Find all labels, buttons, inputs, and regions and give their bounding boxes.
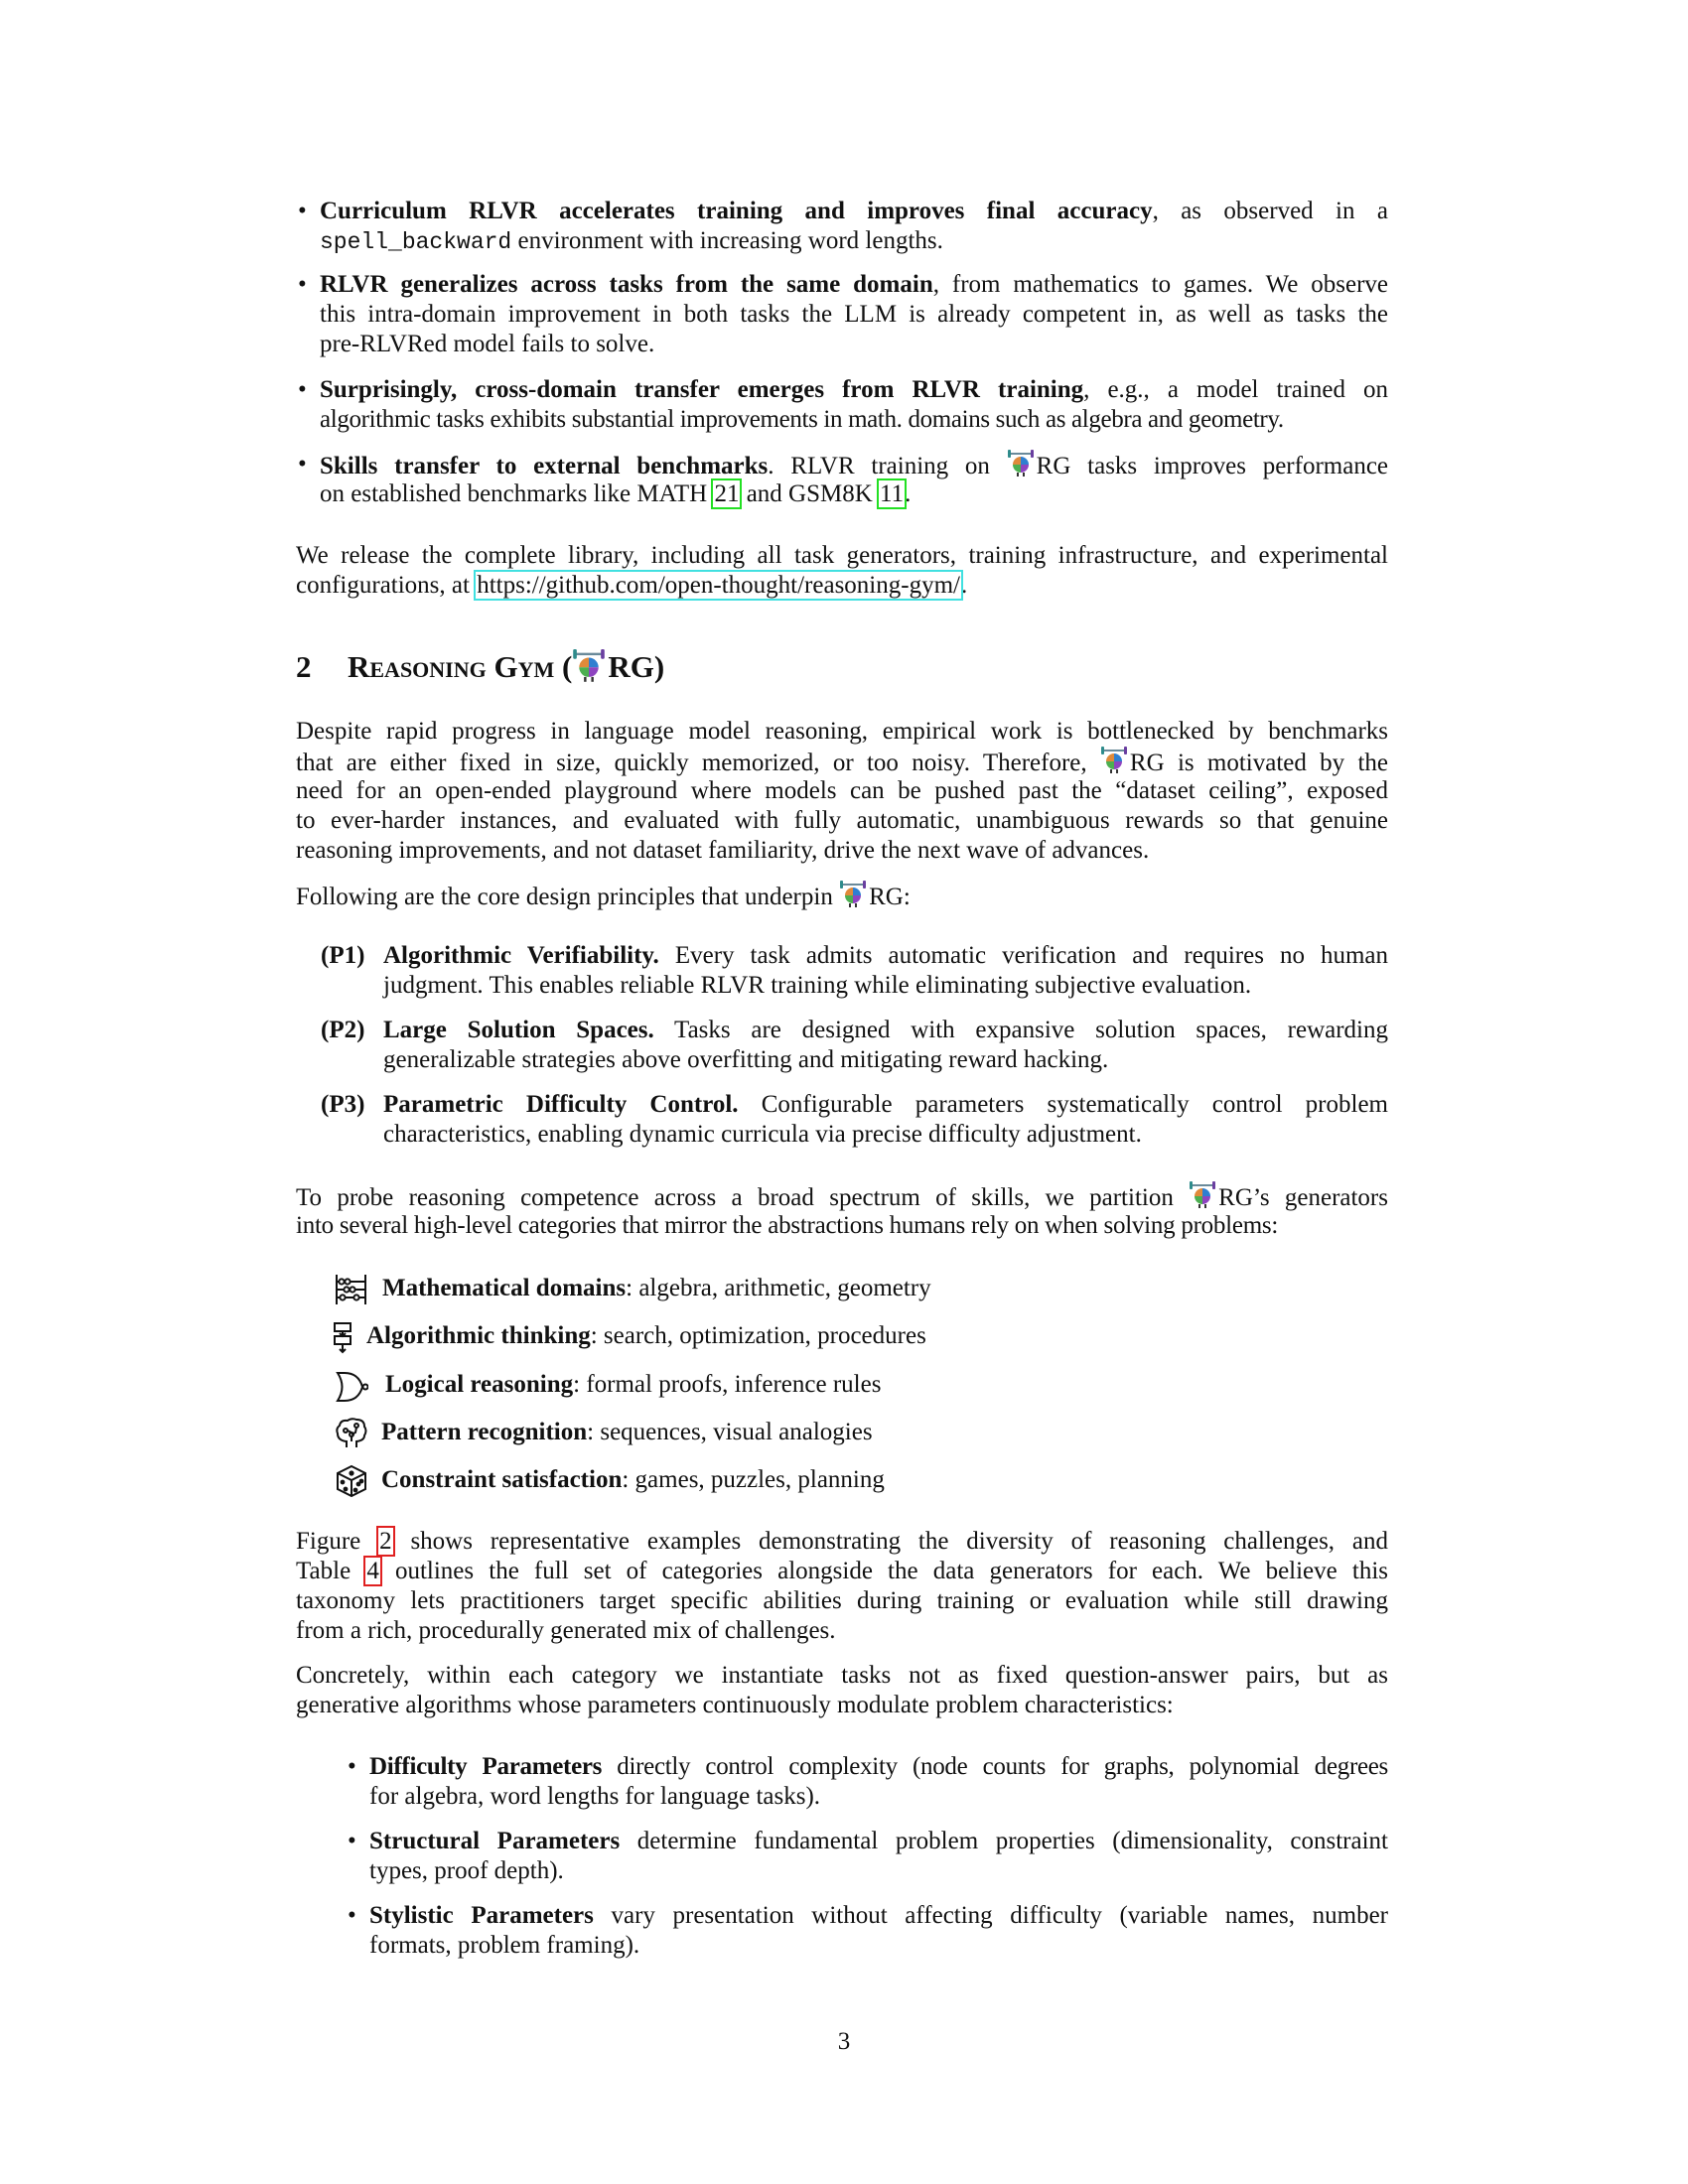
intro-bullet-1-line-1 bbox=[320, 197, 1388, 226]
principle-p1-line-2: judgment. This enables reliable RLVR training while eliminating subjective evaluation. bbox=[383, 972, 1252, 999]
bullet-bold-text: RLVR generalizes across tasks from the same domain bbox=[320, 271, 933, 298]
category-desc: : sequences, visual analogies bbox=[587, 1419, 873, 1445]
category-item-constraint bbox=[381, 1465, 885, 1495]
reasoning-gym-logo-icon bbox=[1101, 747, 1127, 774]
principle-text: Configurable parameters systematically control problem bbox=[738, 1091, 1388, 1118]
motivation-text: that are either fixed in size, quickly memorized, or too noisy. Therefore, bbox=[296, 750, 1100, 776]
principles-intro-text: RG: bbox=[869, 884, 911, 910]
bullet-dot: • bbox=[298, 376, 307, 403]
figure-para-line-1 bbox=[296, 1527, 1388, 1557]
reasoning-gym-logo-icon bbox=[1190, 1181, 1215, 1209]
partition-text: To probe reasoning competence across a broad spectrum of skills, we partition bbox=[296, 1184, 1190, 1211]
principle-title: Parametric Difficulty Control. bbox=[383, 1091, 739, 1118]
partition-line-1 bbox=[296, 1181, 1388, 1213]
intro-bullet-2-line-2: this intra-domain improvement in both tasks the LLM is already competent in, as well as tasks the bbox=[320, 301, 1388, 328]
principle-p1-line-1 bbox=[383, 941, 1388, 971]
param-bullet-structural-line-2: types, proof depth). bbox=[369, 1857, 564, 1884]
motivation-line-5: reasoning improvements, and not dataset familiarity, drive the next wave of advances. bbox=[296, 837, 1150, 864]
category-name: Algorithmic thinking bbox=[366, 1322, 591, 1349]
principle-title: Algorithmic Verifiability. bbox=[383, 942, 659, 969]
category-desc: : games, puzzles, planning bbox=[622, 1466, 885, 1493]
motivation-line-4: to ever-harder instances, and evaluated with fully automatic, unambiguous rewards so that genuine bbox=[296, 807, 1388, 834]
abacus-icon bbox=[335, 1273, 368, 1306]
reasoning-gym-logo-icon bbox=[840, 881, 866, 908]
param-bullet-difficulty-line-2: for algebra, word lengths for language tasks). bbox=[369, 1783, 821, 1810]
bullet-dot: • bbox=[298, 451, 307, 478]
principle-label-p1: (P1) bbox=[321, 942, 365, 969]
param-text: directly control complexity (node counts for graphs, polynomial degrees bbox=[602, 1753, 1388, 1780]
bullet-text: on established benchmarks like MATH bbox=[320, 480, 714, 507]
category-desc: : algebra, arithmetic, geometry bbox=[626, 1275, 931, 1301]
figure-2-ref-link[interactable]: 2 bbox=[379, 1528, 392, 1555]
logic-gate-icon bbox=[335, 1370, 368, 1404]
principle-label bbox=[321, 1090, 364, 1120]
section-number: 2 bbox=[296, 649, 312, 684]
principle-label bbox=[321, 1016, 364, 1045]
bullet-dot: • bbox=[348, 1828, 356, 1854]
category-item-pattern bbox=[381, 1418, 873, 1447]
figure-para-text: shows representative examples demonstrating the diversity of reasoning challenges, and bbox=[392, 1528, 1388, 1555]
table-4-ref-link[interactable]: 4 bbox=[366, 1558, 379, 1584]
reasoning-gym-logo-icon bbox=[1008, 450, 1034, 478]
principle-label-p3: (P3) bbox=[321, 1091, 365, 1118]
param-bullet-stylistic-line-2: formats, problem framing). bbox=[369, 1932, 640, 1959]
dice-icon bbox=[335, 1464, 368, 1498]
category-name: Pattern recognition bbox=[381, 1419, 588, 1445]
bullet-bold-text: Skills transfer to external benchmarks bbox=[320, 453, 769, 479]
category-item-logical bbox=[385, 1370, 881, 1400]
category-desc: : formal proofs, inference rules bbox=[573, 1371, 882, 1398]
principle-label bbox=[321, 941, 364, 971]
bullet-text: environment with increasing word lengths. bbox=[511, 227, 943, 254]
principle-p2-line-2: generalizable strategies above overfitting and mitigating reward hacking. bbox=[383, 1046, 1109, 1073]
release-line-1: We release the complete library, including all task generators, training infrastructure, and experimental bbox=[296, 542, 1388, 569]
citation-link-math[interactable]: 21 bbox=[714, 480, 740, 507]
code-spell-backward: spell_backward bbox=[320, 229, 512, 255]
figure-para-line-3: taxonomy lets practitioners target specific abilities during training or evaluation while still drawing bbox=[296, 1587, 1388, 1614]
flowchart-icon bbox=[331, 1321, 356, 1355]
principle-title: Large Solution Spaces. bbox=[383, 1017, 654, 1043]
partition-line-2: into several high-level categories that mirror the abstractions humans rely on when solving problems: bbox=[296, 1212, 1279, 1239]
release-line-2 bbox=[296, 571, 967, 601]
section-heading bbox=[296, 647, 664, 687]
intro-bullet-3-line-1 bbox=[320, 375, 1388, 405]
bullet-text: RG tasks improves performance bbox=[1036, 453, 1389, 479]
intro-bullet-2-line-3: pre-RLVRed model fails to solve. bbox=[320, 331, 655, 357]
reasoning-gym-logo-icon bbox=[573, 649, 605, 683]
principle-text: Tasks are designed with expansive solution spaces, rewarding bbox=[653, 1017, 1389, 1043]
bullet-dot: • bbox=[348, 1753, 356, 1780]
figure-para-text: Table bbox=[296, 1558, 366, 1584]
release-text: . bbox=[960, 572, 968, 599]
figure-para-line-2 bbox=[296, 1557, 1388, 1586]
release-text: configurations, at bbox=[296, 572, 477, 599]
section-title: RG) bbox=[608, 649, 665, 684]
citation-link-gsm8k[interactable]: 11 bbox=[880, 480, 905, 507]
motivation-line-3: need for an open-ended playground where models can be pushed past the “dataset ceiling”, exposed bbox=[296, 777, 1388, 804]
category-name: Logical reasoning bbox=[385, 1371, 574, 1398]
github-repo-link[interactable]: https://github.com/open-thought/reasoning-gym/ bbox=[477, 572, 960, 599]
bullet-dot: • bbox=[348, 1902, 356, 1929]
param-bold-text: Structural Parameters bbox=[369, 1828, 621, 1854]
figure-para-line-4: from a rich, procedurally generated mix of challenges. bbox=[296, 1617, 836, 1644]
bullet-text: , from mathematics to games. We observe bbox=[932, 271, 1388, 298]
motivation-text: RG is motivated by the bbox=[1129, 750, 1388, 776]
param-bold-text: Difficulty Parameters bbox=[369, 1753, 603, 1780]
principle-label-p2: (P2) bbox=[321, 1017, 365, 1043]
param-bold-text: Stylistic Parameters bbox=[369, 1902, 594, 1929]
param-bullet-structural-line-1 bbox=[369, 1827, 1388, 1856]
principle-text: Every task admits automatic verification and requires no human bbox=[658, 942, 1389, 969]
bullet-dot: • bbox=[298, 271, 307, 298]
motivation-line-1: Despite rapid progress in language model reasoning, empirical work is bottlenecked by benchmarks bbox=[296, 718, 1388, 745]
intro-bullet-2-line-1 bbox=[320, 270, 1388, 300]
section-title: Reasoning Gym ( bbox=[348, 649, 573, 684]
principle-p2-line-1 bbox=[383, 1016, 1388, 1045]
partition-text: RG’s generators bbox=[1218, 1184, 1388, 1211]
bullet-text: , e.g., a model trained on bbox=[1083, 376, 1388, 403]
param-text: determine fundamental problem properties (dimensionality, constraint bbox=[620, 1828, 1388, 1854]
intro-bullet-4-line-1 bbox=[320, 450, 1388, 481]
brain-circuit-icon bbox=[335, 1417, 368, 1450]
concretely-line-2: generative algorithms whose parameters continuously modulate problem characteristics: bbox=[296, 1692, 1174, 1718]
principle-p3-line-2: characteristics, enabling dynamic curricula via precise difficulty adjustment. bbox=[383, 1121, 1142, 1148]
principles-intro bbox=[296, 881, 911, 912]
page-number: 3 bbox=[837, 2028, 851, 2055]
category-desc: : search, optimization, procedures bbox=[590, 1322, 926, 1349]
intro-bullet-4-line-2 bbox=[320, 479, 911, 509]
category-name: Mathematical domains bbox=[382, 1275, 627, 1301]
principles-intro-text: Following are the core design principles that underpin bbox=[296, 884, 840, 910]
param-text: vary presentation without affecting difficulty (variable names, number bbox=[593, 1902, 1389, 1929]
figure-para-text: outlines the full set of categories alongside the data generators for each. We believe this bbox=[379, 1558, 1389, 1584]
intro-bullet-1-line-2 bbox=[320, 226, 943, 257]
bullet-dot: • bbox=[298, 198, 307, 224]
bullet-bold-text: Surprisingly, cross-domain transfer emerges from RLVR training bbox=[320, 376, 1084, 403]
bullet-bold-text: Curriculum RLVR accelerates training and improves final accuracy bbox=[320, 198, 1153, 224]
bullet-text: , as observed in a bbox=[1152, 198, 1388, 224]
bullet-text: and GSM8K bbox=[740, 480, 880, 507]
bullet-text: . RLVR training on bbox=[768, 453, 1007, 479]
category-name: Constraint satisfaction bbox=[381, 1466, 623, 1493]
motivation-line-2 bbox=[296, 747, 1388, 778]
bullet-text: . bbox=[905, 480, 912, 507]
intro-bullet-3-line-2: algorithmic tasks exhibits substantial improvements in math. domains such as algebra and geometry. bbox=[320, 406, 1284, 433]
category-item-algorithmic bbox=[366, 1321, 926, 1351]
concretely-line-1: Concretely, within each category we instantiate tasks not as fixed question-answer pairs, but as bbox=[296, 1662, 1388, 1689]
param-bullet-difficulty-line-1 bbox=[369, 1752, 1388, 1782]
param-bullet-stylistic-line-1 bbox=[369, 1901, 1388, 1931]
category-item-mathematical bbox=[382, 1274, 931, 1303]
principle-p3-line-1 bbox=[383, 1090, 1388, 1120]
figure-para-text: Figure bbox=[296, 1528, 379, 1555]
